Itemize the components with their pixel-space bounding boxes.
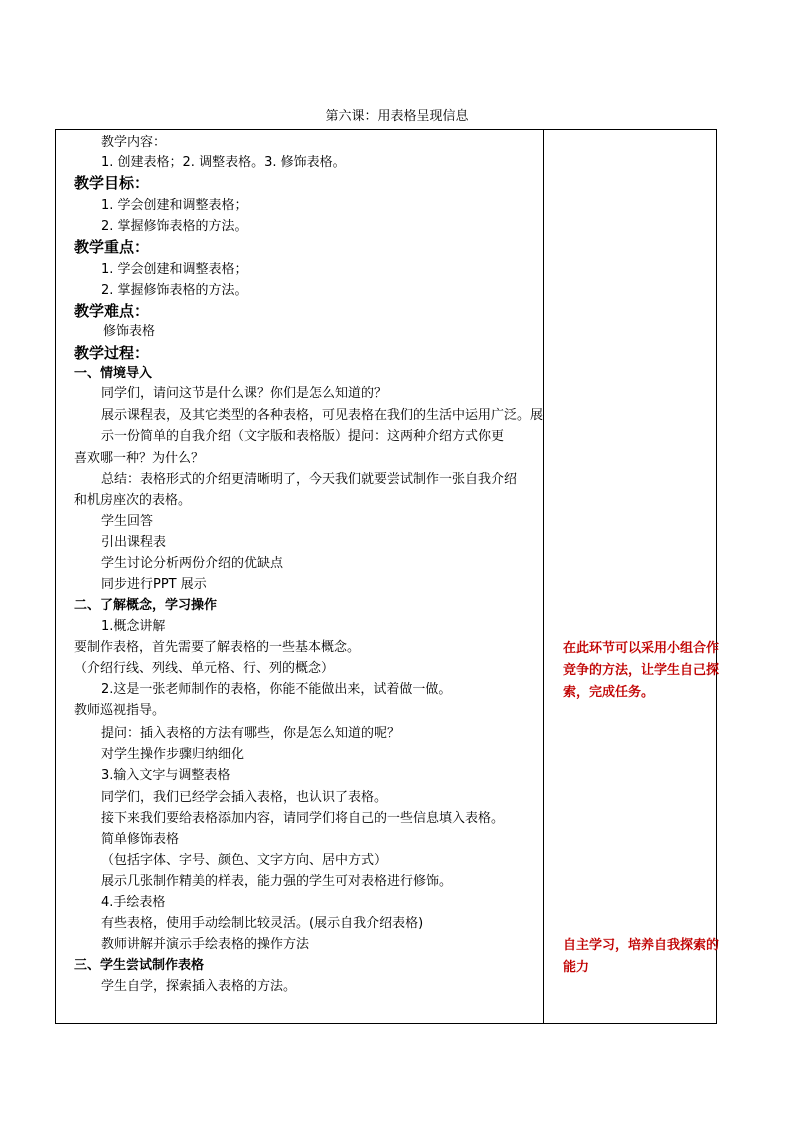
- content-line: 同学们，我们已经学会插入表格，也认识了表格。: [101, 790, 388, 805]
- content-line: 3.输入文字与调整表格: [101, 768, 231, 783]
- content-line: 总结：表格形式的介绍更清晰明了，今天我们就要尝试制作一张自我介绍: [101, 472, 518, 487]
- content-line: 简单修饰表格: [101, 832, 180, 847]
- content-line: 2. 掌握修饰表格的方法。: [101, 283, 248, 298]
- section-heading: 教学难点：: [74, 302, 150, 320]
- content-line: 展示课程表，及其它类型的各种表格，可见表格在我们的生活中运用广泛。展: [101, 408, 544, 423]
- content-line: 1. 创建表格；2. 调整表格。3. 修饰表格。: [101, 155, 346, 170]
- content-line: 4.手绘表格: [101, 895, 166, 910]
- section-heading: 教学过程：: [74, 344, 150, 362]
- content-line: 1. 学会创建和调整表格；: [101, 262, 248, 277]
- content-line: 1.概念讲解: [101, 619, 166, 634]
- content-line: 教师巡视指导。: [74, 703, 166, 718]
- content-line: 接下来我们要给表格添加内容，请同学们将自己的一些信息填入表格。: [101, 811, 505, 826]
- content-line: 学生讨论分析两份介绍的优缺点: [101, 556, 284, 571]
- content-line: 学生回答: [101, 514, 154, 529]
- step-heading: 一、情境导入: [74, 366, 153, 381]
- content-line: 有些表格，使用手动绘制比较灵活。(展示自我介绍表格): [101, 916, 424, 931]
- content-line: （包括字体、字号、颜色、文字方向、居中方式）: [101, 853, 388, 868]
- content-line: 教师讲解并演示手绘表格的操作方法: [101, 937, 310, 952]
- teaching-note: 自主学习，培养自我探索的能力: [563, 938, 720, 975]
- content-line: 示一份简单的自我介绍（文字版和表格版）提问：这两种介绍方式你更: [101, 429, 505, 444]
- step-heading: 三、学生尝试制作表格: [74, 958, 205, 973]
- content-line: 和机房座次的表格。: [74, 493, 192, 508]
- content-line: 1. 学会创建和调整表格；: [101, 198, 248, 213]
- content-line: 提问：插入表格的方法有哪些，你是怎么知道的呢？: [101, 726, 401, 741]
- content-line: 修饰表格: [103, 324, 156, 339]
- content-line: 学生自学，探索插入表格的方法。: [101, 979, 297, 994]
- content-line: 2.这是一张老师制作的表格，你能不能做出来，试着做一做。: [101, 682, 452, 697]
- section-heading: 教学目标：: [74, 174, 150, 192]
- content-line: 引出课程表: [101, 535, 167, 550]
- content-line: 同步进行PPT 展示: [101, 577, 207, 592]
- content-line: 展示几张制作精美的样表，能力强的学生可对表格进行修饰。: [101, 874, 453, 889]
- content-line: （介绍行线、列线、单元格、行、列的概念）: [74, 661, 335, 676]
- content-line: 对学生操作步骤归纳细化: [101, 747, 245, 762]
- step-heading: 二、了解概念，学习操作: [74, 598, 218, 613]
- content-line: 教学内容：: [101, 135, 167, 150]
- page-title: 第六课：用表格呈现信息: [325, 109, 469, 124]
- teaching-note: 在此环节可以采用小组合作竞争的方法，让学生自己探索，完成任务。: [563, 641, 720, 700]
- section-heading: 教学重点：: [74, 238, 150, 256]
- content-line: 同学们，请问这节是什么课？你们是怎么知道的？: [101, 386, 388, 401]
- content-line: 要制作表格，首先需要了解表格的一些基本概念。: [74, 640, 361, 655]
- content-line: 喜欢哪一种？为什么？: [74, 451, 205, 466]
- column-divider: [543, 130, 544, 1023]
- lesson-table: [55, 129, 720, 1024]
- content-line: 2. 掌握修饰表格的方法。: [101, 219, 248, 234]
